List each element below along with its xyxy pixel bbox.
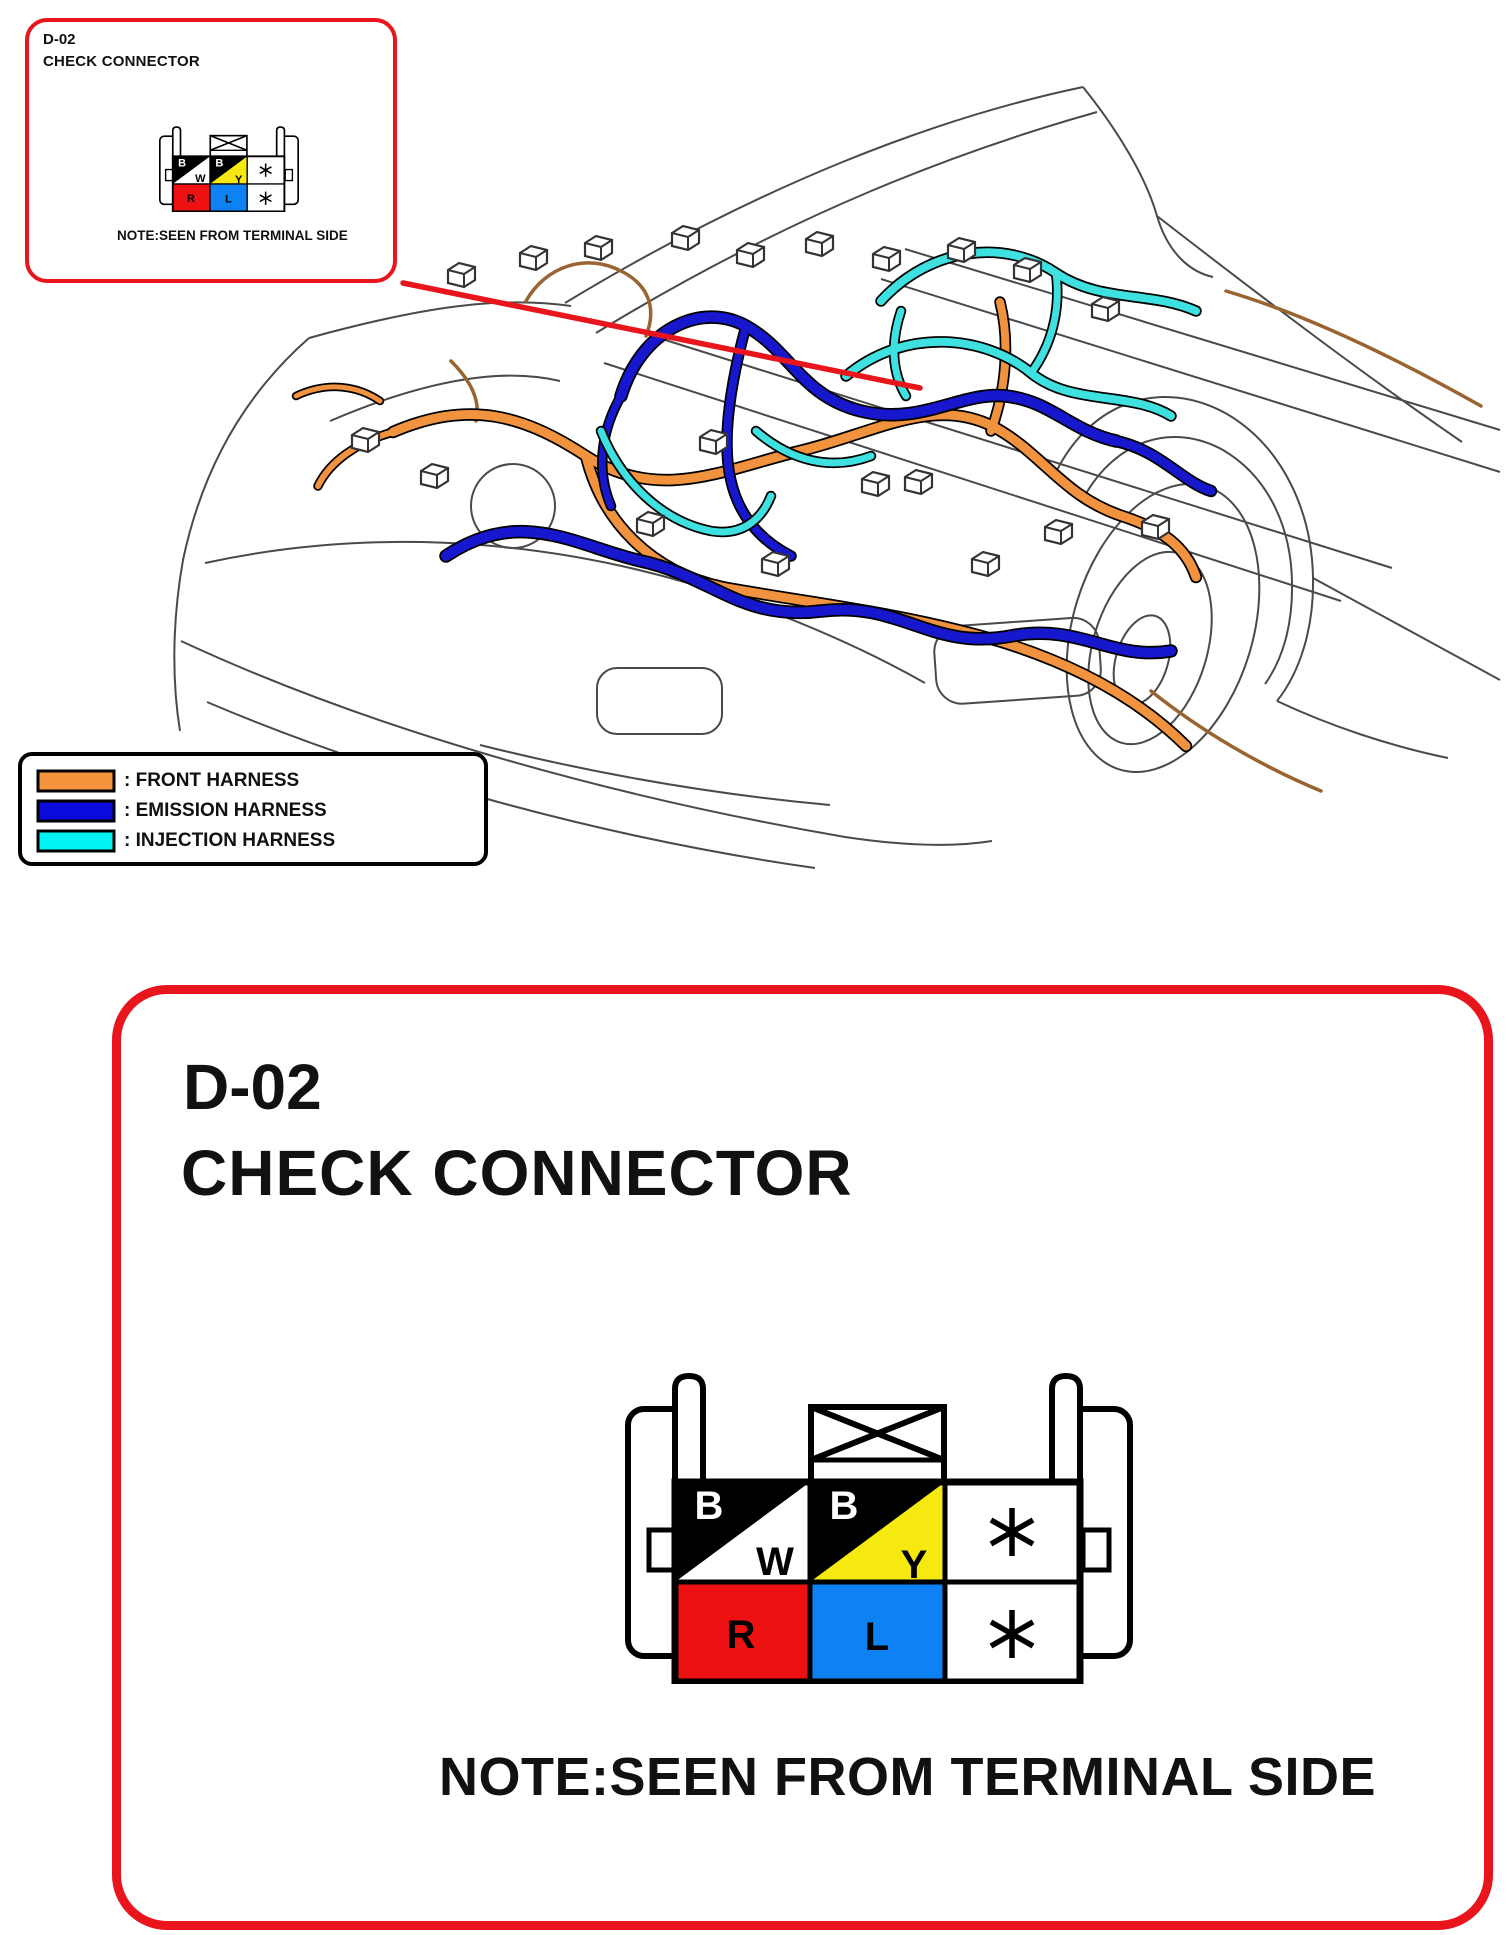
connector-title-large: CHECK CONNECTOR <box>181 1137 853 1209</box>
housing-right-notch <box>285 170 292 181</box>
wire-label-r: R <box>186 193 195 206</box>
wire-label-y: Y <box>234 173 243 186</box>
lock-tab-right <box>1052 1376 1080 1484</box>
legend-label-front: : FRONT HARNESS <box>124 770 300 791</box>
housing-left-notch <box>166 170 173 181</box>
keyway-crossed-box <box>210 136 247 157</box>
emission-harness-swatch <box>36 799 116 823</box>
wire-label-y: Y <box>900 1543 928 1587</box>
wire-label-b2: B <box>829 1484 859 1528</box>
housing-left-notch <box>649 1530 675 1570</box>
lock-tab-left <box>675 1376 703 1484</box>
keyway-crossed-box <box>811 1407 944 1482</box>
lock-tab-left <box>173 127 181 157</box>
wire-label-b2: B <box>215 157 224 170</box>
legend-label-emission: : EMISSION HARNESS <box>124 800 327 821</box>
wire-label-w: W <box>756 1540 794 1584</box>
legend-label-injection: : INJECTION HARNESS <box>124 830 336 851</box>
connector-title: CHECK CONNECTOR <box>43 53 200 70</box>
terminal-side-note-large: NOTE:SEEN FROM TERMINAL SIDE <box>439 1747 1377 1807</box>
wire-label-r: R <box>726 1613 756 1657</box>
wire-label-l: L <box>864 1615 890 1659</box>
wire-label-w: W <box>195 172 206 185</box>
front-tire <box>1034 460 1293 796</box>
front-harness-swatch <box>36 769 116 793</box>
connector-id-large: D-02 <box>183 1051 322 1123</box>
connector-id: D-02 <box>43 31 76 48</box>
connector-pinout-diagram-large <box>625 1372 1133 1684</box>
wire-label-b1: B <box>178 157 187 170</box>
injection-harness-swatch <box>36 829 116 853</box>
lock-tab-right <box>277 127 285 157</box>
terminal-side-note: NOTE:SEEN FROM TERMINAL SIDE <box>117 228 348 243</box>
legend-row-front <box>36 766 484 796</box>
connector-callout-large <box>112 985 1493 1930</box>
callout-pointer-line <box>403 283 920 388</box>
harness-legend <box>18 752 488 866</box>
injection-harness-path <box>601 252 1196 532</box>
wire-label-b1: B <box>694 1484 724 1528</box>
wire-label-l: L <box>225 193 232 206</box>
legend-row-injection <box>36 826 484 856</box>
connector-callout-small <box>25 18 397 283</box>
legend-row-emission <box>36 796 484 826</box>
housing-right-notch <box>1083 1530 1109 1570</box>
connector-pinout-diagram-small <box>159 126 299 212</box>
